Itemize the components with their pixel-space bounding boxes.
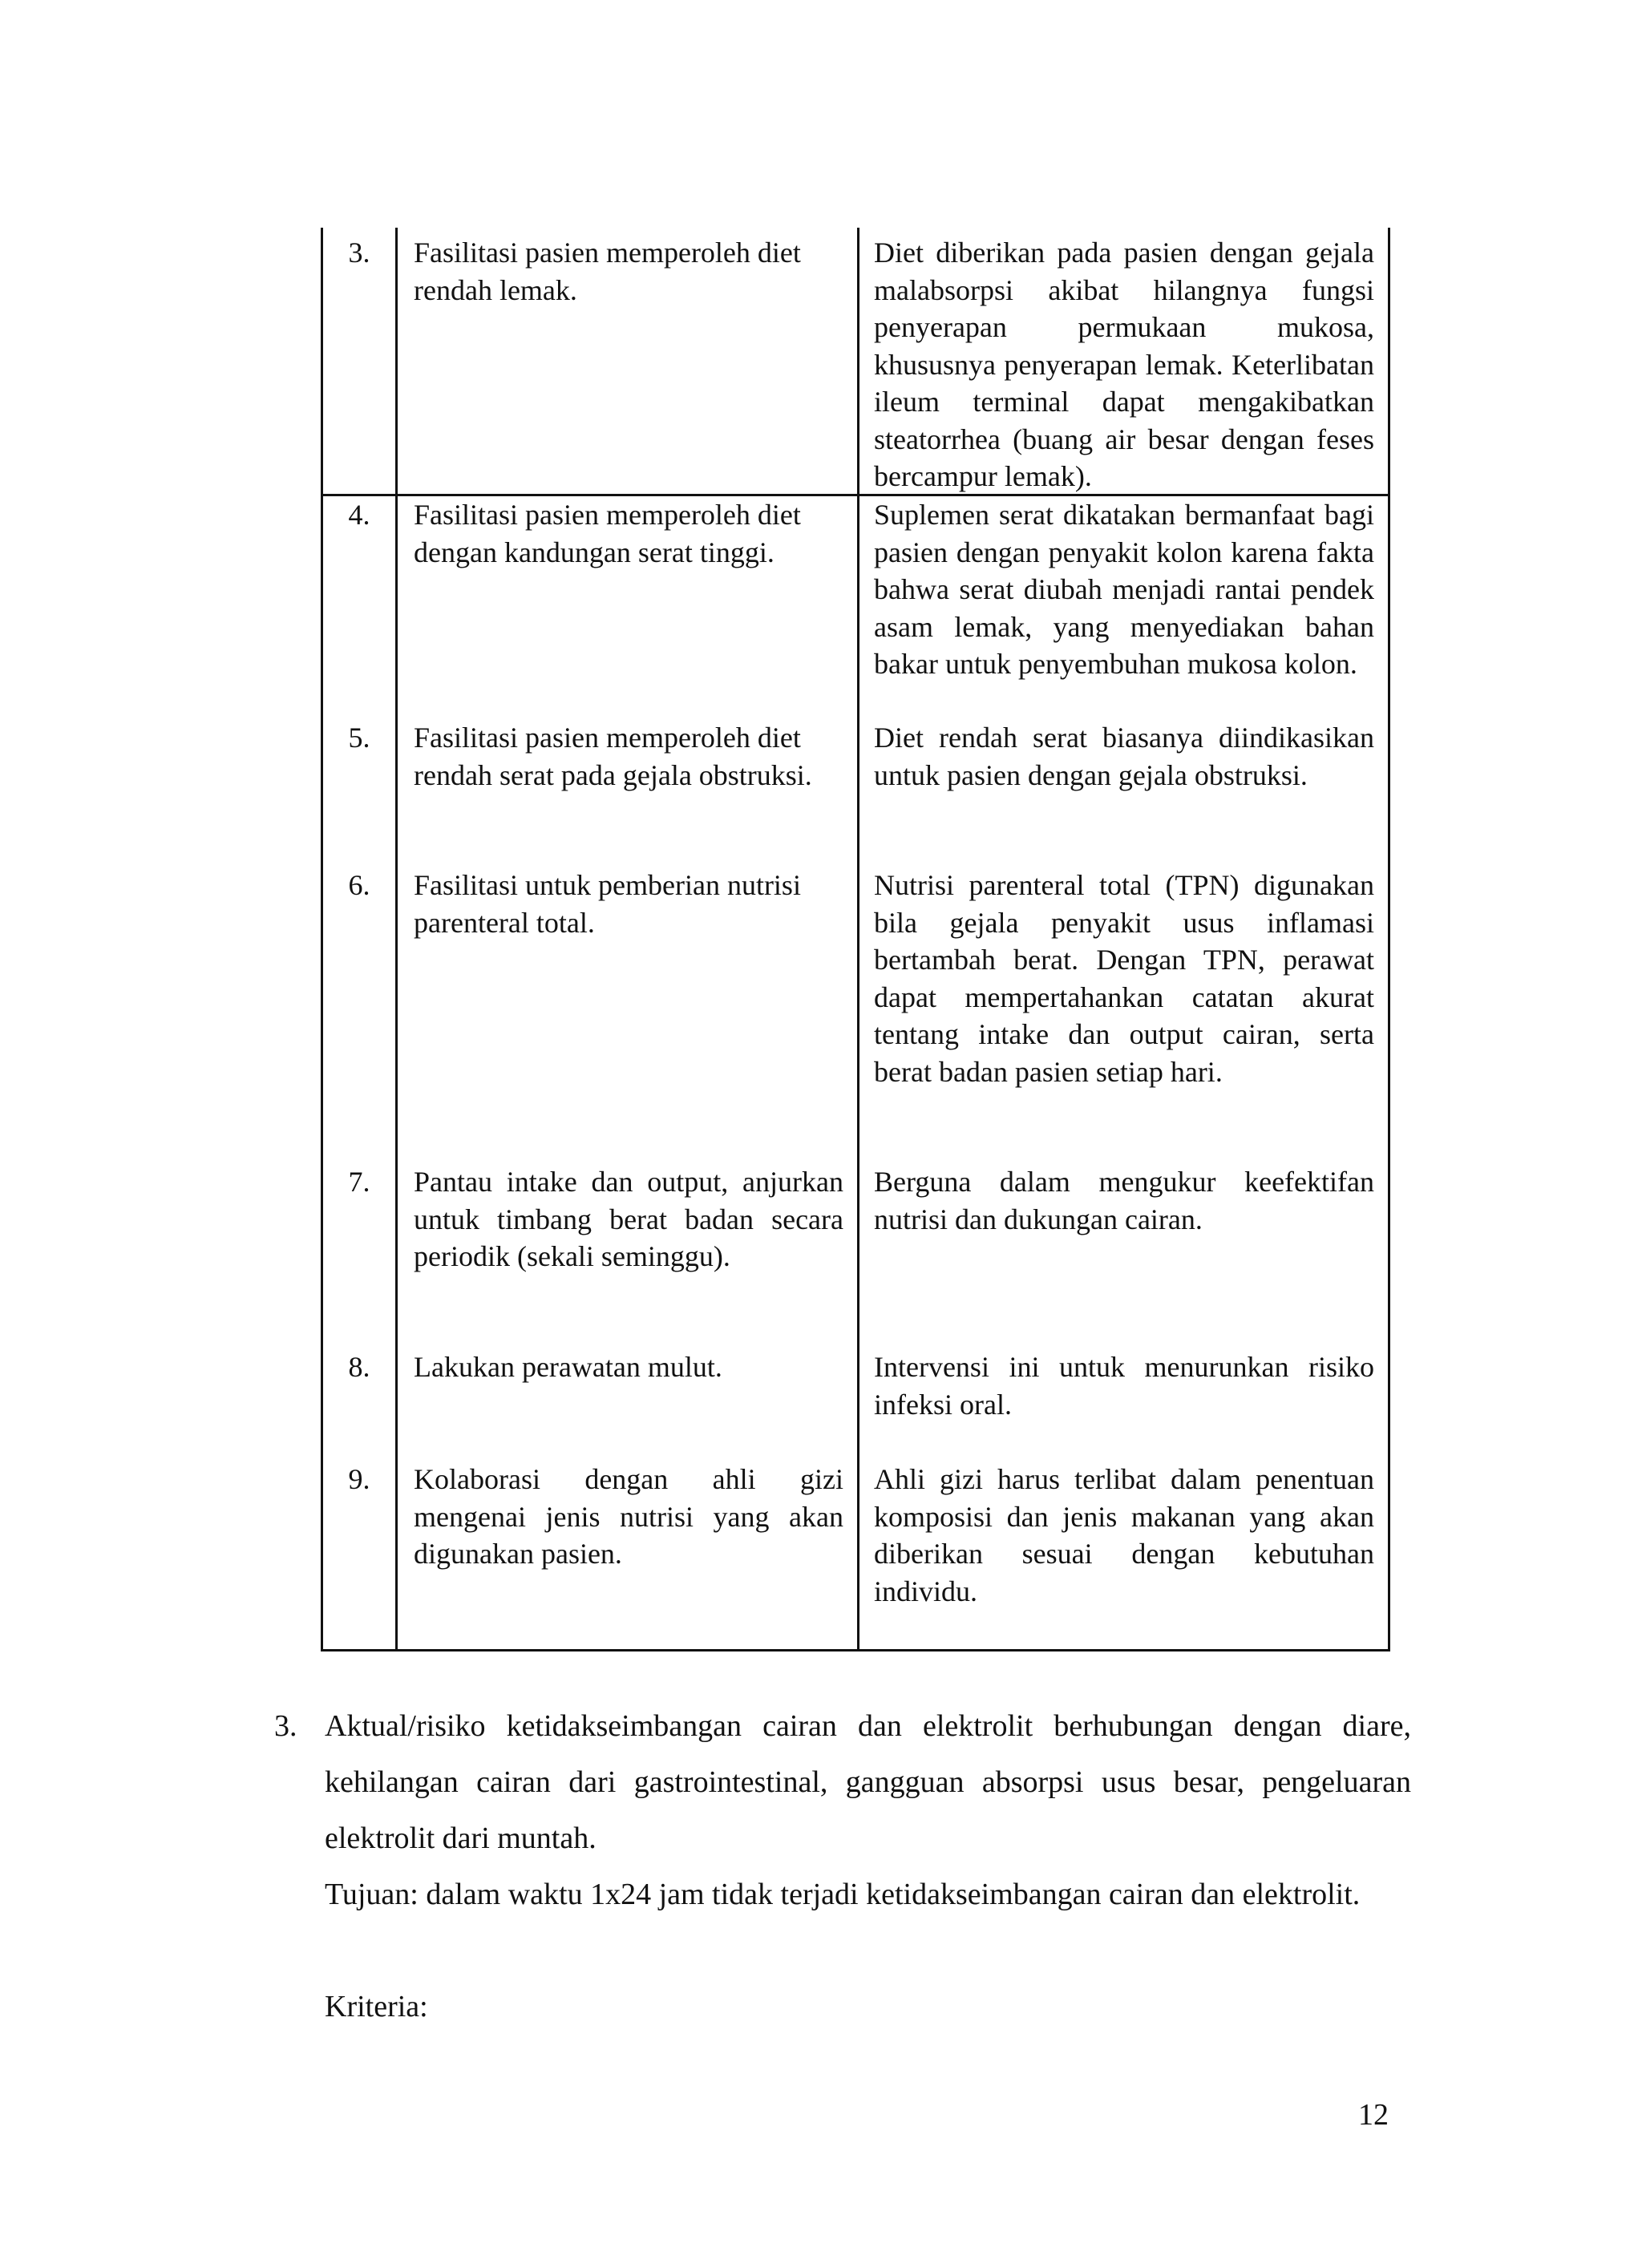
table-border-bottom — [321, 1649, 1390, 1651]
table-divider-rationale — [857, 228, 859, 1651]
table-border-right — [1388, 228, 1390, 1651]
rationale-text: Ahli gizi harus terlibat dalam penentuan komposisi dan jenis makanan yang akan diberikan sesuai dengan kebutuhan individu. — [874, 1463, 1374, 1607]
row-number: 3. — [348, 237, 370, 269]
rationale-text: Diet rendah serat biasanya diindikasikan untuk pasien dengan gejala obstruksi. — [874, 722, 1374, 791]
table-divider-number — [395, 228, 398, 1651]
section-number: 3. — [274, 1709, 297, 1743]
kriteria-label: Kriteria: — [325, 1990, 428, 2023]
intervention-text: Lakukan perawatan mulut. — [414, 1351, 722, 1383]
intervention-text: Pantau intake dan output, anjurkan untuk timbang berat badan secara periodik (sekali seminggu). — [414, 1166, 843, 1272]
page-number: 12 — [1358, 2098, 1389, 2132]
rationale-text: Suplemen serat dikatakan bermanfaat bagi pasien dengan penyakit kolon karena fakta bahwa serat diubah menjadi rantai pendek asam lemak, yang menyediakan bahan bakar untuk penyembuhan mukosa kolon. — [874, 499, 1374, 680]
intervention-text: Fasilitasi untuk pemberian nutrisi parenteral total. — [414, 869, 801, 939]
row-number: 4. — [348, 499, 370, 531]
rationale-text: Diet diberikan pada pasien dengan gejala malabsorpsi akibat hilangnya fungsi penyerapan permukaan mukosa, khususnya penyerapan lemak. Keterlibatan ileum terminal dapat mengakibatkan steatorrhea (buang air besar dengan feses bercampur lemak). — [874, 237, 1374, 492]
table-border-left — [321, 228, 323, 1651]
row-number: 6. — [348, 869, 370, 901]
intervention-table — [321, 228, 1390, 1651]
row-number: 7. — [348, 1166, 370, 1198]
intervention-text: Fasilitasi pasien memperoleh diet dengan kandungan serat tinggi. — [414, 499, 801, 568]
intervention-text: Fasilitasi pasien memperoleh diet rendah lemak. — [414, 237, 801, 306]
rationale-text: Berguna dalam mengukur keefektifan nutrisi dan dukungan cairan. — [874, 1166, 1374, 1235]
intervention-text: Fasilitasi pasien memperoleh diet rendah serat pada gejala obstruksi. — [414, 722, 812, 791]
rationale-text: Nutrisi parenteral total (TPN) digunakan bila gejala penyakit usus inflamasi bertambah berat. Dengan TPN, perawat dapat mempertahankan catatan akurat tentang intake dan output cairan, serta berat badan pasien setiap hari. — [874, 869, 1374, 1088]
tujuan-text: Tujuan: dalam waktu 1x24 jam tidak terjadi ketidakseimbangan cairan dan elektrolit. — [325, 1878, 1361, 1911]
intervention-text: Kolaborasi dengan ahli gizi mengenai jenis nutrisi yang akan digunakan pasien. — [414, 1463, 843, 1570]
row-number: 9. — [348, 1463, 370, 1495]
row-number: 8. — [348, 1351, 370, 1383]
section-heading-text: Aktual/risiko ketidakseimbangan cairan dan elektrolit berhubungan dengan diare, kehilangan cairan dari gastrointestinal, gangguan absorpsi usus besar, pengeluaran elektrolit dari muntah. — [325, 1709, 1411, 1855]
row-number: 5. — [348, 722, 370, 754]
rationale-text: Intervensi ini untuk menurunkan risiko infeksi oral. — [874, 1351, 1374, 1421]
